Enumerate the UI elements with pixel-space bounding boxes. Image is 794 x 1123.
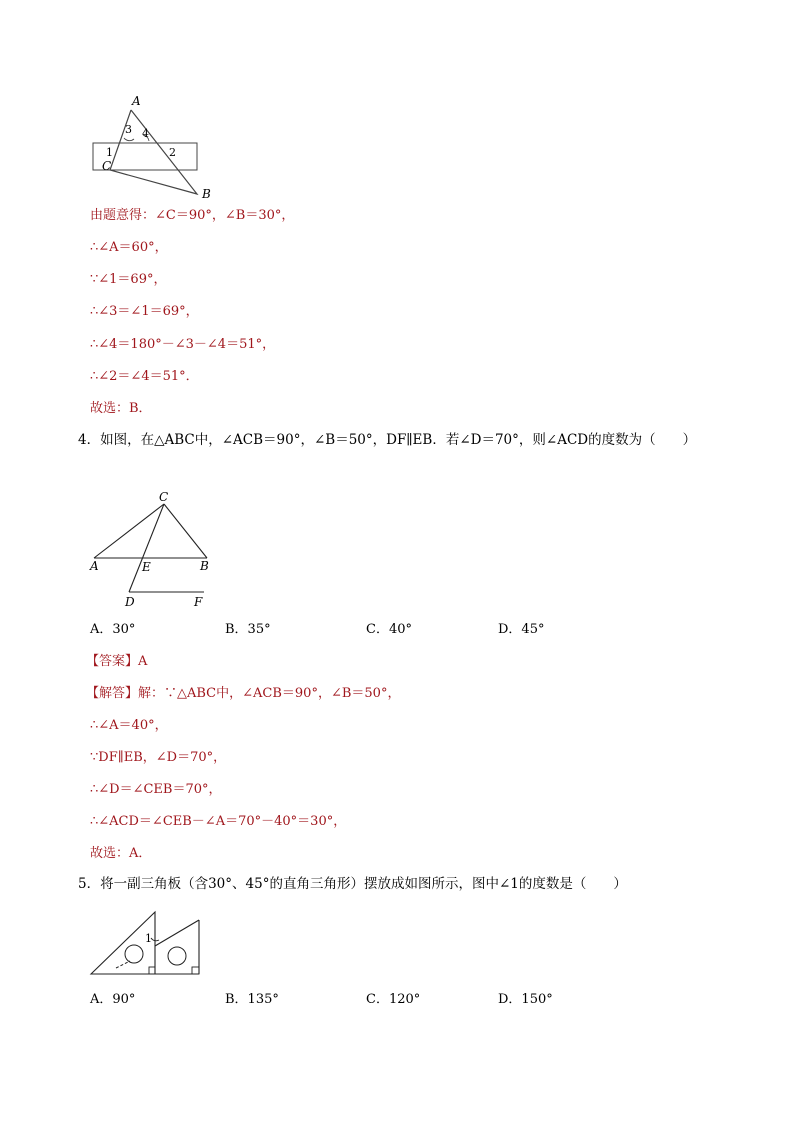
- option-d: D．150°: [498, 992, 553, 1007]
- figure-q5-set-squares: [88, 908, 208, 978]
- label-C: C: [102, 159, 112, 173]
- solution-line: ∴∠ACD＝∠CEB－∠A＝70°－40°＝30°，: [90, 814, 347, 829]
- solution-line: 由题意得：∠C＝90°，∠B＝30°，: [90, 208, 295, 223]
- label-A: A: [132, 94, 141, 108]
- label-3: 3: [125, 123, 132, 136]
- solution-line: ∴∠4＝180°－∠3－∠4＝51°，: [90, 337, 276, 352]
- option-a: A．30°: [90, 622, 136, 637]
- solution-line: ∴∠A＝40°，: [90, 718, 168, 733]
- option-b: B．35°: [225, 622, 271, 637]
- question-5-stem: 5．将一副三角板（含30°、45°的直角三角形）摆放成如图所示，图中∠1的度数是（ ）: [78, 876, 627, 892]
- label-2: 2: [169, 146, 176, 159]
- figure-q4-triangle: [86, 488, 216, 613]
- label-1: 1: [145, 932, 152, 945]
- option-b: B．135°: [225, 992, 279, 1007]
- answer-label: 【答案】A: [86, 654, 148, 669]
- solution-line: ∴∠2＝∠4＝51°．: [90, 369, 199, 384]
- solution-line: ∴∠A＝60°，: [90, 240, 168, 255]
- solution-line: ∴∠3＝∠1＝69°，: [90, 304, 199, 319]
- option-c: C．120°: [366, 992, 421, 1007]
- figure-q3-triangle-rectangle: [88, 92, 218, 204]
- explain-head: 【解答】解：∵△ABC中，∠ACB＝90°，∠B＝50°，: [86, 686, 401, 701]
- option-c: C．40°: [366, 622, 412, 637]
- option-d: D．45°: [498, 622, 545, 637]
- question-4-stem: 4．如图，在△ABC中，∠ACB＝90°，∠B＝50°，DF∥EB．若∠D＝70°，则∠ACD的度数为（ ）: [78, 432, 697, 448]
- label-B: B: [200, 559, 209, 573]
- solution-line: ∴∠D＝∠CEB＝70°，: [90, 782, 222, 797]
- label-C: C: [159, 490, 169, 504]
- label-1: 1: [106, 146, 113, 159]
- label-E: E: [142, 560, 151, 574]
- label-B: B: [202, 187, 211, 201]
- label-D: D: [125, 595, 135, 609]
- option-a: A．90°: [90, 992, 136, 1007]
- label-A: A: [90, 559, 99, 573]
- solution-line: ∵DF∥EB，∠D＝70°，: [90, 750, 227, 765]
- solution-choice: 故选：A．: [90, 846, 152, 861]
- label-4: 4: [142, 127, 149, 140]
- label-F: F: [194, 595, 203, 609]
- solution-choice: 故选：B．: [90, 401, 152, 416]
- solution-line: ∵∠1＝69°，: [90, 272, 167, 287]
